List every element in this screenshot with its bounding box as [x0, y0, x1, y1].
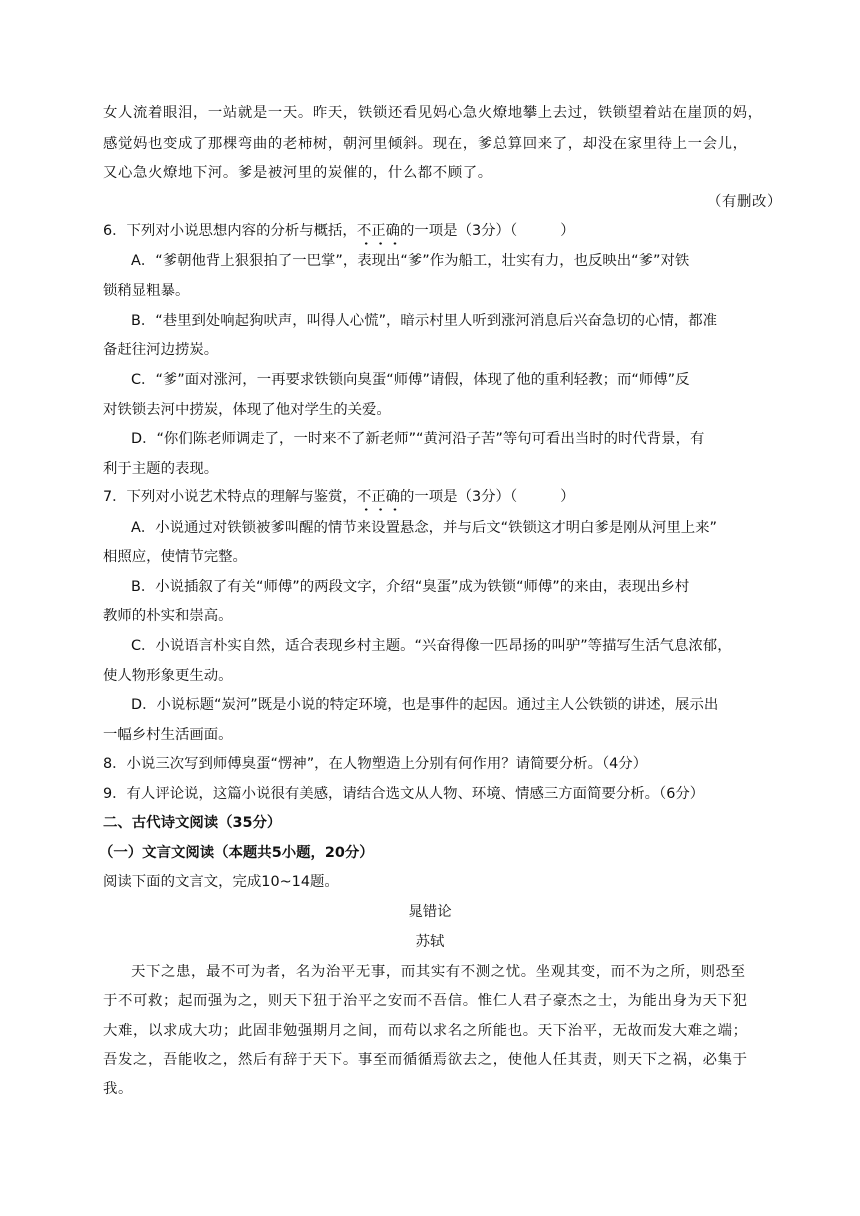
q7-option-b-line1: B．小说插叙了有关“师傅”的两段文字，介绍“臭蛋”成为铁锁“师傅”的来由，表现出乡村	[131, 579, 690, 595]
q7-stem-after: 的一项是（3分）（ ）	[400, 489, 575, 505]
q6-option-a-line1: A．“爹朝他背上狠狠拍了一巴掌”，表现出“爹”作为船工，壮实有力，也反映出“爹”对铁	[131, 253, 690, 269]
q7-option-d-line2: 一幅乡村生活画面。	[103, 727, 233, 743]
q7-option-c-line2: 使人物形象更生动。	[103, 668, 233, 684]
q7-emphasis: 不正确	[356, 489, 400, 505]
subsection-heading: （一）文言文阅读（本题共5小题，20分）	[99, 845, 374, 861]
q6-stem-after: 的一项是（3分）（ ）	[400, 223, 575, 239]
q6-option-a-line2: 锁稍显粗暴。	[103, 283, 190, 299]
essay-title: 晁错论	[408, 904, 452, 920]
passage-line-1: 女人流着眼泪，一站就是一天。昨天，铁锁还看见妈心急火燎地攀上去过，铁锁望着站在崖顶的妈，	[103, 105, 763, 121]
abridged-note: （有删改）	[707, 194, 782, 210]
q6-option-b-line1: B．“巷里到处响起狗吠声，叫得人心慌”，暗示村里人听到涨河消息后兴奋急切的心情，都准	[131, 313, 718, 329]
q6-option-c-line1: C．“爹”面对涨河，一再要求铁锁向臭蛋“师傅”请假，体现了他的重利轻教；而“师傅”反	[131, 372, 690, 388]
essay-line-1: 天下之患，最不可为者，名为治平无事，而其实有不测之忧。坐观其变，而不为之所，则恐至	[131, 964, 746, 980]
q6-option-d-line2: 利于主题的表现。	[103, 461, 219, 477]
q7-stem-before: 7．下列对小说艺术特点的理解与鉴赏，	[103, 489, 357, 505]
q6-option-b-line2: 备赶往河边捞炭。	[103, 342, 219, 358]
q6-emphasis: 不正确	[356, 223, 400, 239]
essay-author: 苏轼	[415, 934, 445, 950]
passage-line-2: 感觉妈也变成了那棵弯曲的老柿树，朝河里倾斜。现在，爹总算回来了，却没在家里待上一会儿，	[103, 136, 748, 152]
essay-line-4: 吾发之，吾能收之，然后有辞于天下。事至而循循焉欲去之，使他人任其责，则天下之祸，必集于	[103, 1052, 748, 1068]
q9: 9．有人评论说，这篇小说很有美感，请结合选文从人物、环境、情感三方面简要分析。（6分）	[103, 786, 705, 802]
essay-line-5: 我。	[103, 1081, 133, 1097]
essay-line-2: 于不可救；起而强为之，则天下狃于治平之安而不吾信。惟仁人君子豪杰之士，为能出身为天下犯	[103, 993, 748, 1009]
q7-option-a-line1: A．小说通过对铁锁被爹叫醒的情节来设置悬念，并与后文“铁锁这才明白爹是刚从河里上来”	[131, 520, 717, 536]
q7-option-d-line1: D．小说标题“炭河”既是小说的特定环境，也是事件的起因。通过主人公铁锁的讲述，展示出	[131, 697, 719, 713]
section-heading: 二、古代诗文阅读（35分）	[103, 815, 282, 831]
reading-instruction: 阅读下面的文言文，完成10~14题。	[103, 874, 339, 890]
q8: 8．小说三次写到师傅臭蛋“愣神”，在人物塑造上分别有何作用？请简要分析。（4分）	[103, 756, 648, 772]
q7-option-c-line1: C．小说语言朴实自然，适合表现乡村主题。“兴奋得像一匹昂扬的叫驴”等描写生活气息浓郁，	[131, 638, 732, 654]
q7-option-a-line2: 相照应，使情节完整。	[103, 549, 247, 565]
q6-stem-before: 6．下列对小说思想内容的分析与概括，	[103, 223, 357, 239]
q6-stem	[103, 221, 575, 241]
essay-line-3: 大难，以求成大功；此固非勉强期月之间，而苟以求名之所能也。天下治平，无故而发大难之端；	[103, 1023, 748, 1039]
q7-option-b-line2: 教师的朴实和崇高。	[103, 608, 233, 624]
q6-option-c-line2: 对铁锁去河中捞炭，体现了他对学生的关爱。	[103, 402, 391, 418]
q6-option-d-line1: D．“你们陈老师调走了，一时来不了新老师”“黄河沿子苦”等句可看出当时的时代背景，有	[131, 431, 705, 447]
q7-stem	[103, 487, 575, 507]
passage-line-3: 又心急火燎地下河。爹是被河里的炭催的，什么都不顾了。	[103, 165, 493, 181]
